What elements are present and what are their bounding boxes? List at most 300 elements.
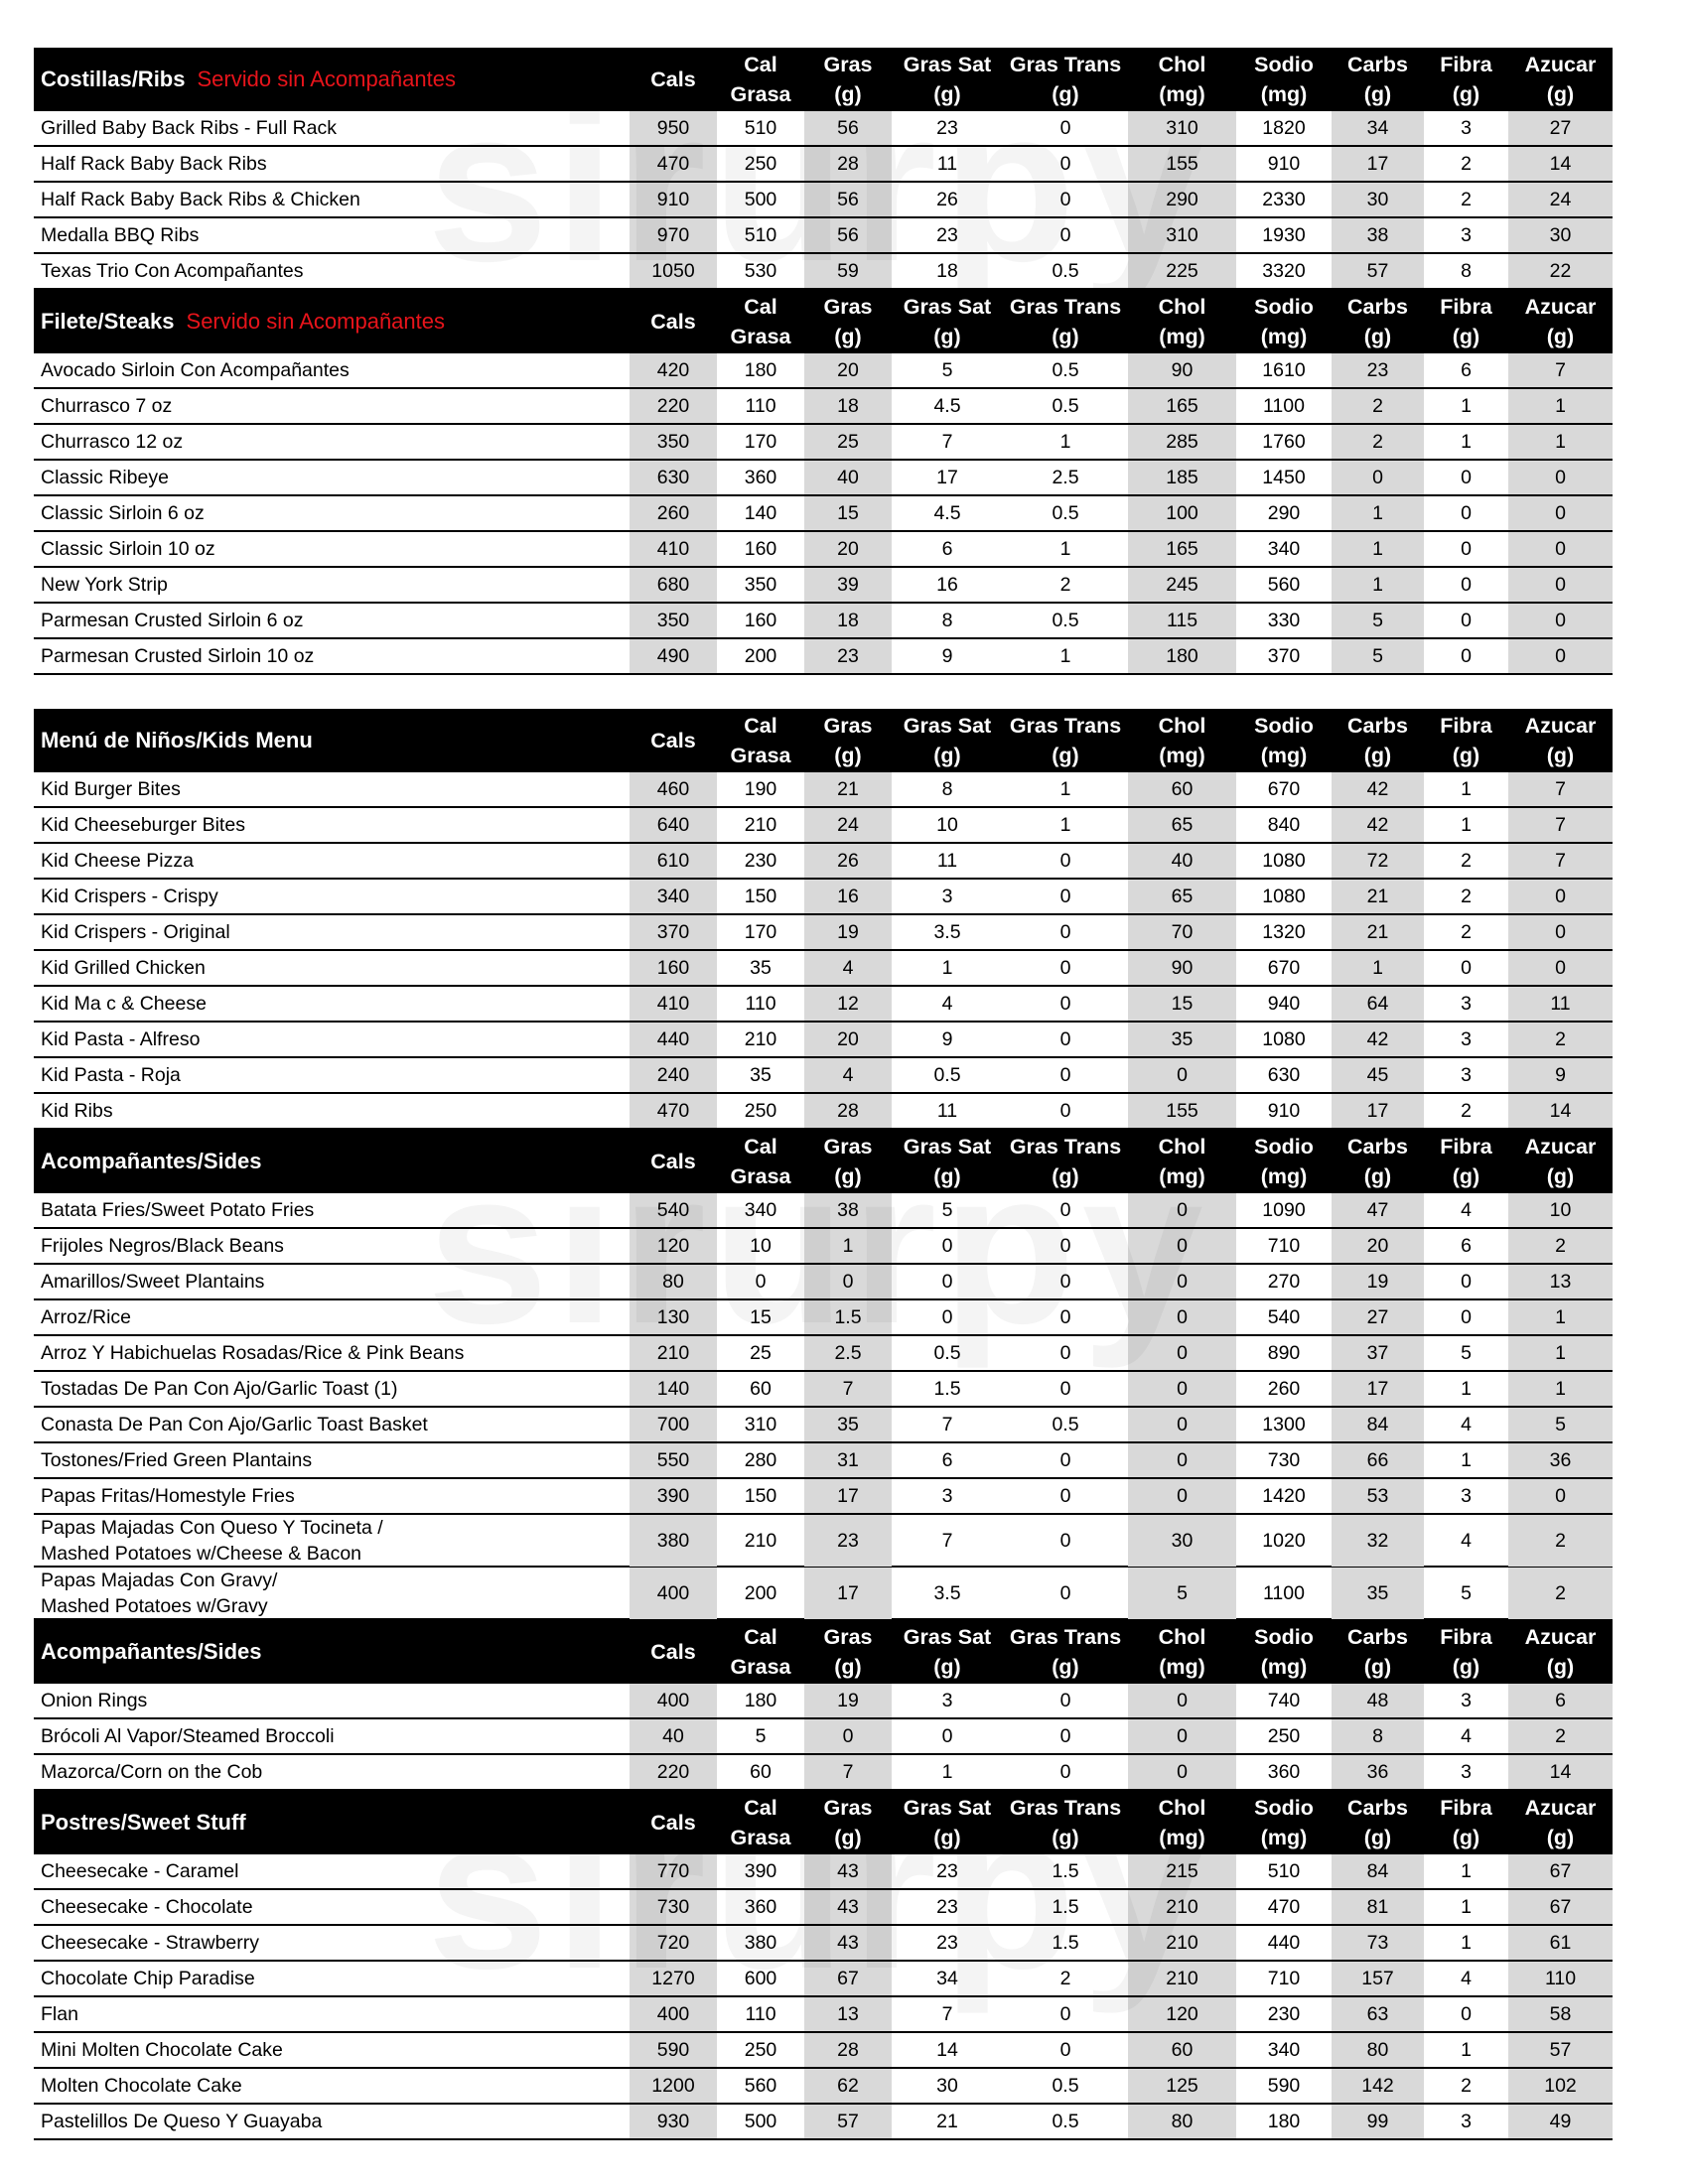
item-name: Papas Majadas Con Queso Y Tocineta / Mashed Potatoes w/Cheese & Bacon (41, 1517, 383, 1565)
value-cell: 17 (1332, 147, 1424, 181)
value-cell: 0 (804, 1265, 892, 1298)
value-cell: 61 (1508, 1926, 1613, 1960)
value-cell: 17 (1332, 1372, 1424, 1406)
value-cell: 470 (1267, 1895, 1301, 1918)
value-cell: 14 (936, 2038, 958, 2061)
value-cell: 11 (936, 849, 958, 872)
value-cell: 23 (936, 1859, 958, 1882)
value-cell: 2 (1461, 2074, 1472, 2097)
value-cell: 230 (744, 849, 777, 872)
value-cell: 80 (1128, 2105, 1236, 2138)
value-cell: 1 (1461, 430, 1472, 453)
value-cell: 2 (1059, 1967, 1071, 1989)
value-cell: 510 (1267, 1859, 1301, 1882)
value-cell: 62 (804, 2069, 892, 2103)
value-cell: 170 (744, 920, 777, 943)
value-cell: 390 (744, 1859, 777, 1882)
column-header: Chol (mg) (1158, 53, 1206, 106)
column-header: Azucar (g) (1524, 1625, 1597, 1679)
value-cell: 0.5 (1052, 2074, 1079, 2097)
value-cell: 360 (1267, 1760, 1301, 1783)
column-header: Cal Grasa (730, 714, 791, 767)
value-cell: 155 (1128, 147, 1236, 181)
value-cell: 370 (1267, 644, 1301, 667)
value-cell: 0 (1508, 496, 1613, 530)
value-cell: 34 (1332, 111, 1424, 145)
table-row (34, 183, 1613, 218)
value-cell: 5 (941, 358, 953, 381)
value-cell: 940 (1267, 992, 1301, 1015)
value-cell: 0 (1059, 885, 1071, 907)
value-cell: 17 (936, 466, 958, 488)
item-name: Classic Sirloin 10 oz (41, 538, 215, 560)
value-cell: 270 (1267, 1270, 1301, 1293)
value-cell: 610 (630, 844, 717, 878)
value-cell: 0 (1059, 1234, 1071, 1257)
value-cell: 0 (1128, 1479, 1236, 1513)
value-cell: 2 (1461, 849, 1472, 872)
value-cell: 2 (1332, 425, 1424, 459)
column-header: Gras Sat (g) (903, 1135, 992, 1188)
value-cell: 1 (1461, 1895, 1472, 1918)
value-cell: 0 (941, 1270, 953, 1293)
table-row (34, 915, 1613, 951)
item-name: Kid Pasta - Roja (41, 1064, 181, 1086)
value-cell: 0 (1059, 1377, 1071, 1400)
value-cell: 160 (630, 951, 717, 985)
value-cell: 0 (1059, 1063, 1071, 1086)
value-cell: 1760 (1262, 430, 1306, 453)
value-cell: 1 (1059, 537, 1071, 560)
value-cell: 56 (804, 111, 892, 145)
value-cell: 700 (630, 1408, 717, 1441)
value-cell: 350 (630, 425, 717, 459)
table-row (34, 987, 1613, 1023)
value-cell: 165 (1128, 389, 1236, 423)
value-cell: 210 (1128, 1890, 1236, 1924)
value-cell: 7 (804, 1755, 892, 1789)
column-header: Cals (650, 310, 696, 334)
value-cell: 70 (1128, 915, 1236, 949)
value-cell: 14 (1508, 1094, 1613, 1128)
value-cell: 65 (1128, 808, 1236, 842)
value-cell: 0 (755, 1270, 767, 1293)
value-cell: 1 (1461, 1931, 1472, 1954)
value-cell: 2 (1059, 573, 1071, 596)
item-name: Brócoli Al Vapor/Steamed Broccoli (41, 1725, 335, 1747)
column-header: Cals (650, 68, 696, 91)
value-cell: 1.5 (1052, 1895, 1079, 1918)
value-cell: 1080 (1262, 1027, 1306, 1050)
value-cell: 370 (630, 915, 717, 949)
value-cell: 1300 (1262, 1413, 1306, 1435)
value-cell: 3 (941, 885, 953, 907)
value-cell: 80 (1332, 2033, 1424, 2067)
value-cell: 3 (1461, 116, 1472, 139)
value-cell: 185 (1128, 461, 1236, 494)
item-name: Churrasco 12 oz (41, 431, 184, 453)
value-cell: 31 (804, 1443, 892, 1477)
value-cell: 13 (1508, 1265, 1613, 1298)
value-cell: 1100 (1263, 394, 1305, 417)
value-cell: 0 (1128, 1058, 1236, 1092)
value-cell: 5 (1332, 604, 1424, 637)
value-cell: 0 (1059, 992, 1071, 1015)
column-header: Azucar (g) (1524, 295, 1597, 348)
value-cell: 13 (804, 1997, 892, 2031)
column-header: Azucar (g) (1524, 1135, 1597, 1188)
value-cell: 2.5 (804, 1336, 892, 1370)
value-cell: 7 (941, 2002, 953, 2025)
value-cell: 490 (630, 639, 717, 673)
value-cell: 56 (804, 183, 892, 216)
value-cell: 12 (804, 987, 892, 1021)
value-cell: 460 (630, 772, 717, 806)
value-cell: 23 (936, 1931, 958, 1954)
value-cell: 1100 (1263, 1581, 1305, 1604)
value-cell: 4 (941, 992, 953, 1015)
value-cell: 410 (630, 532, 717, 566)
item-name: Flan (41, 2003, 78, 2025)
value-cell: 180 (1128, 639, 1236, 673)
value-cell: 0.5 (1052, 2110, 1079, 2132)
value-cell: 17 (804, 1479, 892, 1513)
section-title-text: Filete/Steaks (41, 309, 175, 334)
value-cell: 470 (630, 1094, 717, 1128)
value-cell: 0 (1508, 951, 1613, 985)
table-row (34, 1336, 1613, 1372)
value-cell: 310 (1128, 218, 1236, 252)
value-cell: 0 (1508, 568, 1613, 602)
value-cell: 4 (1461, 1529, 1472, 1552)
value-cell: 0 (941, 1234, 953, 1257)
value-cell: 67 (1508, 1890, 1613, 1924)
table-row (34, 496, 1613, 532)
value-cell: 28 (804, 2033, 892, 2067)
value-cell: 1 (1461, 777, 1472, 800)
value-cell: 380 (744, 1931, 777, 1954)
value-cell: 100 (1128, 496, 1236, 530)
value-cell: 21 (1332, 915, 1424, 949)
table-row (34, 1193, 1613, 1229)
value-cell: 102 (1508, 2069, 1613, 2103)
value-cell: 7 (1508, 844, 1613, 878)
item-name: Conasta De Pan Con Ajo/Garlic Toast Basket (41, 1414, 428, 1435)
item-name: Arroz/Rice (41, 1306, 132, 1328)
value-cell: 400 (630, 1684, 717, 1717)
column-header: Gras Sat (g) (903, 53, 992, 106)
value-cell: 0 (1128, 1684, 1236, 1717)
value-cell: 110 (745, 2002, 776, 2025)
value-cell: 0 (1461, 1270, 1472, 1293)
value-cell: 60 (1128, 772, 1236, 806)
column-header: Carbs (g) (1347, 714, 1408, 767)
value-cell: 3.5 (933, 1581, 961, 1604)
table-row (34, 568, 1613, 604)
value-cell: 0 (1508, 639, 1613, 673)
value-cell: 38 (804, 1193, 892, 1227)
table-row (34, 1408, 1613, 1443)
value-cell: 2 (1508, 1023, 1613, 1056)
value-cell: 2.5 (1052, 466, 1079, 488)
section-title-text: Acompañantes/Sides (41, 1639, 262, 1664)
value-cell: 4.5 (933, 501, 961, 524)
column-header: Gras Trans (g) (1009, 714, 1122, 767)
value-cell: 1 (1332, 568, 1424, 602)
section-gap (34, 675, 1613, 709)
value-cell: 25 (750, 1341, 772, 1364)
value-cell: 19 (804, 915, 892, 949)
item-name: Kid Cheeseburger Bites (41, 814, 245, 836)
value-cell: 20 (804, 532, 892, 566)
value-cell: 1 (1461, 1377, 1472, 1400)
value-cell: 1 (1059, 430, 1071, 453)
table-row (34, 1568, 1613, 1620)
value-cell: 2 (1508, 1568, 1613, 1619)
value-cell: 3.5 (933, 920, 961, 943)
column-header: Carbs (g) (1347, 1135, 1408, 1188)
value-cell: 1200 (630, 2069, 717, 2103)
table-row (34, 461, 1613, 496)
value-cell: 0 (1461, 609, 1472, 631)
value-cell: 120 (1128, 1997, 1236, 2031)
value-cell: 2330 (1262, 188, 1306, 210)
value-cell: 730 (1267, 1448, 1301, 1471)
value-cell: 470 (630, 147, 717, 181)
column-header: Sodio (mg) (1254, 1625, 1314, 1679)
value-cell: 1020 (1262, 1529, 1306, 1552)
value-cell: 1610 (1262, 358, 1306, 381)
column-header: Cal Grasa (730, 53, 791, 106)
value-cell: 280 (744, 1448, 777, 1471)
value-cell: 35 (804, 1408, 892, 1441)
value-cell: 0 (1128, 1265, 1236, 1298)
value-cell: 1 (1461, 2038, 1472, 2061)
table-row (34, 1372, 1613, 1408)
item-name: Cheesecake - Chocolate (41, 1896, 253, 1918)
column-header: Gras Sat (g) (903, 295, 992, 348)
value-cell: 1090 (1262, 1198, 1306, 1221)
value-cell: 0 (1128, 1408, 1236, 1441)
item-name: Kid Ma c & Cheese (41, 993, 207, 1015)
table-row (34, 1997, 1613, 2033)
value-cell: 40 (804, 461, 892, 494)
column-header: Chol (mg) (1158, 295, 1206, 348)
table-row (34, 2033, 1613, 2069)
value-cell: 560 (1267, 573, 1301, 596)
value-cell: 15 (1128, 987, 1236, 1021)
value-cell: 2 (1508, 1229, 1613, 1263)
value-cell: 5 (1508, 1408, 1613, 1441)
value-cell: 0 (1461, 573, 1472, 596)
value-cell: 110 (745, 992, 776, 1015)
value-cell: 5 (1332, 639, 1424, 673)
value-cell: 500 (744, 2110, 777, 2132)
value-cell: 18 (804, 389, 892, 423)
column-header: Gras (g) (823, 295, 873, 348)
table-row (34, 1854, 1613, 1890)
item-name: Kid Grilled Chicken (41, 957, 206, 979)
value-cell: 0 (1059, 188, 1071, 210)
value-cell: 540 (1267, 1305, 1301, 1328)
column-header: Fibra (g) (1440, 295, 1492, 348)
value-cell: 0 (1508, 915, 1613, 949)
table-row (34, 1755, 1613, 1791)
column-header: Carbs (g) (1347, 53, 1408, 106)
value-cell: 1080 (1262, 849, 1306, 872)
value-cell: 400 (630, 1997, 717, 2031)
item-name: Chocolate Chip Paradise (41, 1968, 255, 1989)
value-cell: 2 (1461, 885, 1472, 907)
value-cell: 0 (1128, 1193, 1236, 1227)
column-header: Fibra (g) (1440, 53, 1492, 106)
value-cell: 60 (1128, 2033, 1236, 2067)
value-cell: 40 (630, 1719, 717, 1753)
table-row (34, 2105, 1613, 2140)
table-row (34, 353, 1613, 389)
value-cell: 2 (1332, 389, 1424, 423)
value-cell: 5 (941, 1198, 953, 1221)
value-cell: 49 (1508, 2105, 1613, 2138)
value-cell: 5 (1128, 1568, 1236, 1619)
value-cell: 24 (1508, 183, 1613, 216)
column-header: Fibra (g) (1440, 1135, 1492, 1188)
value-cell: 42 (1332, 772, 1424, 806)
value-cell: 15 (804, 496, 892, 530)
table-row (34, 389, 1613, 425)
column-header: Cals (650, 1640, 696, 1664)
column-header: Gras Trans (g) (1009, 1625, 1122, 1679)
item-name: Texas Trio Con Acompañantes (41, 260, 304, 282)
item-name: Cheesecake - Caramel (41, 1860, 239, 1882)
table-row (34, 1094, 1613, 1130)
value-cell: 0 (1461, 537, 1472, 560)
section-title (34, 1810, 630, 1836)
item-name: Arroz Y Habichuelas Rosadas/Rice & Pink Beans (41, 1342, 465, 1364)
value-cell: 200 (744, 644, 777, 667)
value-cell: 9 (1508, 1058, 1613, 1092)
value-cell: 1 (941, 956, 953, 979)
section-header (34, 709, 1613, 772)
value-cell: 3 (1461, 1760, 1472, 1783)
value-cell: 1 (1059, 777, 1071, 800)
value-cell: 350 (744, 573, 777, 596)
value-cell: 3320 (1262, 259, 1306, 282)
item-name: Papas Fritas/Homestyle Fries (41, 1485, 295, 1507)
item-name: Half Rack Baby Back Ribs & Chicken (41, 189, 360, 210)
value-cell: 720 (630, 1926, 717, 1960)
value-cell: 1450 (1262, 466, 1306, 488)
value-cell: 150 (744, 1484, 777, 1507)
value-cell: 20 (804, 1023, 892, 1056)
value-cell: 1 (1332, 496, 1424, 530)
value-cell: 21 (804, 772, 892, 806)
value-cell: 56 (804, 218, 892, 252)
value-cell: 510 (744, 223, 777, 246)
value-cell: 53 (1332, 1479, 1424, 1513)
item-name: Classic Sirloin 6 oz (41, 502, 205, 524)
value-cell: 290 (1128, 183, 1236, 216)
value-cell: 330 (1267, 609, 1301, 631)
value-cell: 0 (1128, 1336, 1236, 1370)
value-cell: 0 (1059, 116, 1071, 139)
value-cell: 17 (804, 1568, 892, 1619)
value-cell: 27 (1508, 111, 1613, 145)
value-cell: 14 (1508, 147, 1613, 181)
value-cell: 66 (1332, 1443, 1424, 1477)
table-row (34, 1926, 1613, 1962)
value-cell: 0 (1059, 1760, 1071, 1783)
value-cell: 930 (630, 2105, 717, 2138)
value-cell: 1.5 (804, 1300, 892, 1334)
value-cell: 540 (630, 1193, 717, 1227)
value-cell: 0.5 (933, 1341, 961, 1364)
value-cell: 0 (1059, 1448, 1071, 1471)
value-cell: 590 (630, 2033, 717, 2067)
table-row (34, 1515, 1613, 1568)
column-header: Cal Grasa (730, 1796, 791, 1849)
value-cell: 1820 (1262, 116, 1306, 139)
value-cell: 215 (1128, 1854, 1236, 1888)
item-name: Amarillos/Sweet Plantains (41, 1271, 265, 1293)
value-cell: 0 (1128, 1755, 1236, 1789)
value-cell: 0 (804, 1719, 892, 1753)
value-cell: 200 (744, 1581, 777, 1604)
section-note: Servido sin Acompañantes (197, 67, 456, 91)
table-row (34, 1890, 1613, 1926)
value-cell: 7 (804, 1372, 892, 1406)
value-cell: 36 (1508, 1443, 1613, 1477)
item-name: Molten Chocolate Cake (41, 2075, 242, 2097)
value-cell: 16 (804, 880, 892, 913)
value-cell: 23 (936, 116, 958, 139)
value-cell: 8 (941, 777, 953, 800)
value-cell: 7 (941, 1529, 953, 1552)
value-cell: 40 (1128, 844, 1236, 878)
value-cell: 10 (1508, 1193, 1613, 1227)
item-name: Medalla BBQ Ribs (41, 224, 200, 246)
column-header: Gras Sat (g) (903, 1625, 992, 1679)
value-cell: 0.5 (1052, 259, 1079, 282)
value-cell: 360 (744, 1895, 777, 1918)
value-cell: 26 (804, 844, 892, 878)
value-cell: 0.5 (1052, 1413, 1079, 1435)
column-header: Azucar (g) (1524, 1796, 1597, 1849)
item-name: Kid Ribs (41, 1100, 113, 1122)
value-cell: 2 (1508, 1719, 1613, 1753)
value-cell: 142 (1332, 2069, 1424, 2103)
value-cell: 530 (744, 259, 777, 282)
value-cell: 80 (630, 1265, 717, 1298)
value-cell: 11 (936, 152, 958, 175)
value-cell: 210 (744, 1027, 777, 1050)
value-cell: 0 (1508, 604, 1613, 637)
value-cell: 42 (1332, 808, 1424, 842)
value-cell: 340 (1267, 537, 1301, 560)
value-cell: 380 (630, 1515, 717, 1567)
column-header: Carbs (g) (1347, 1796, 1408, 1849)
table-row (34, 1479, 1613, 1515)
value-cell: 99 (1332, 2105, 1424, 2138)
value-cell: 290 (1267, 501, 1301, 524)
value-cell: 140 (630, 1372, 717, 1406)
item-name: Parmesan Crusted Sirloin 10 oz (41, 645, 315, 667)
value-cell: 220 (630, 1755, 717, 1789)
table-row (34, 218, 1613, 254)
value-cell: 1050 (630, 254, 717, 288)
value-cell: 0 (1059, 223, 1071, 246)
value-cell: 4.5 (933, 394, 961, 417)
